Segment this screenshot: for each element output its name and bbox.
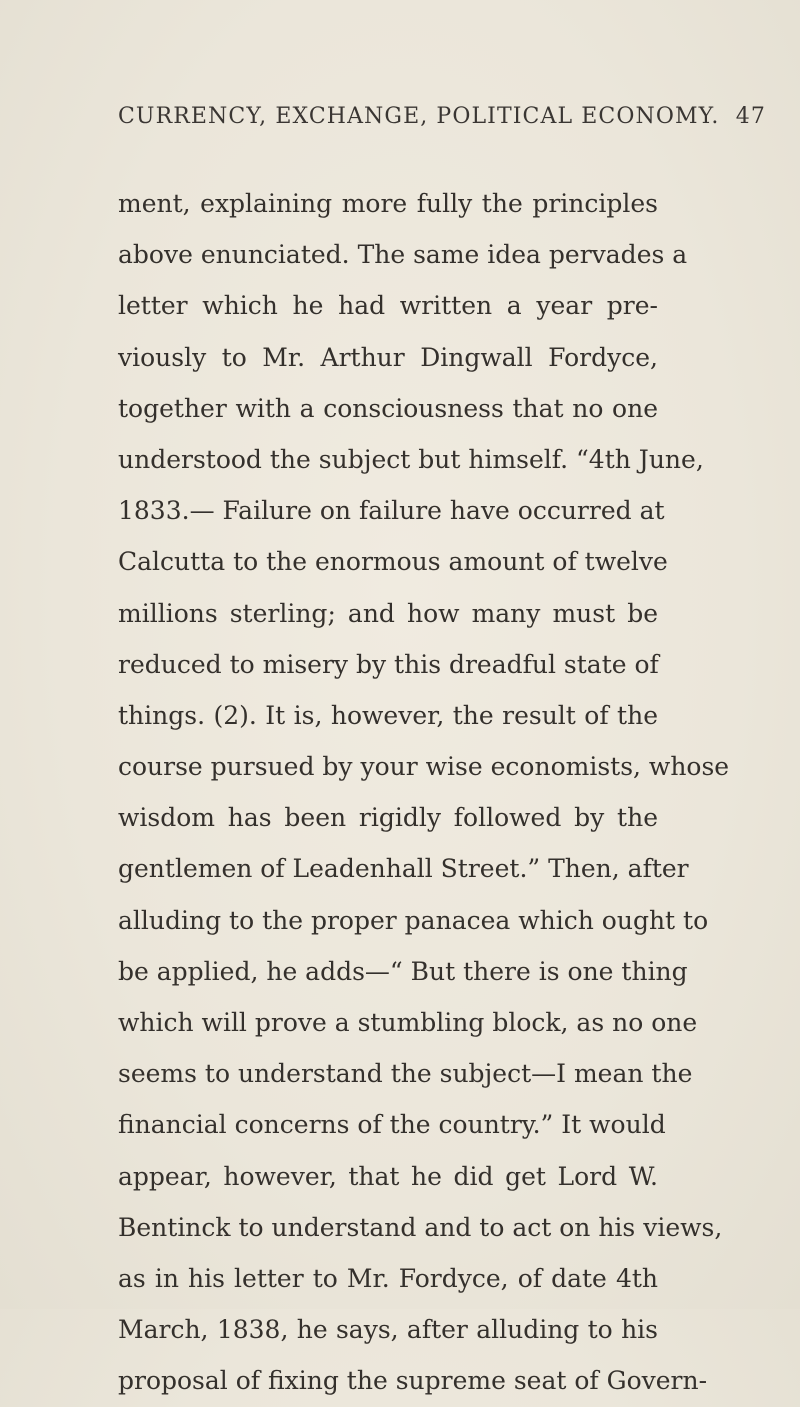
text-line: seems to understand the subject—I mean the [118,1059,693,1089]
text-line: letter which he had written a year pre- [118,291,658,321]
text-line: 1833.— Failure on failure have occurred at [118,496,665,526]
text-line: as in his letter to Mr. Fordyce, of date 4th [118,1263,658,1293]
text-line: March, 1838, he says, after alluding to his [118,1315,658,1345]
text-line: ment, explaining more fully the principles [118,189,658,218]
body-text [118,178,730,1407]
text-line: Calcutta to the enormous amount of twelve [118,547,668,577]
running-head [118,104,767,129]
text-line: appear, however, that he did get Lord W. [118,1161,658,1191]
text-line: Bentinck to understand and to act on his views, [118,1212,723,1242]
text-line: course pursued by your wise economists, whose [118,752,730,782]
text-line: be applied, he adds—“ But there is one thing [118,956,688,986]
text-line: alluding to the proper panacea which ought to [118,905,709,935]
text-line: millions sterling; and how many must be [118,598,658,628]
text-line: wisdom has been rigidly followed by the [118,803,658,833]
text-line: understood the subject but himself. “4th June, [118,444,704,474]
text-line: financial concerns of the country.” It would [118,1110,666,1140]
page-number: 47 [735,104,767,129]
text-line: reduced to misery by this dreadful state of [118,649,659,679]
text-line: viously to Mr. Arthur Dingwall Fordyce, [118,342,658,372]
text-line: together with a consciousness that no one [118,393,658,423]
text-line: things. (2). It is, however, the result of the [118,700,658,730]
text-line: which will prove a stumbling block, as no one [118,1008,698,1037]
text-line: proposal of fixing the supreme seat of Govern- [118,1366,708,1396]
running-head-title: CURRENCY, EXCHANGE, POLITICAL ECONOMY. [118,104,720,129]
text-line: above enunciated. The same idea pervades a [118,240,688,270]
text-line: gentlemen of Leadenhall Street.” Then, after [118,854,689,884]
